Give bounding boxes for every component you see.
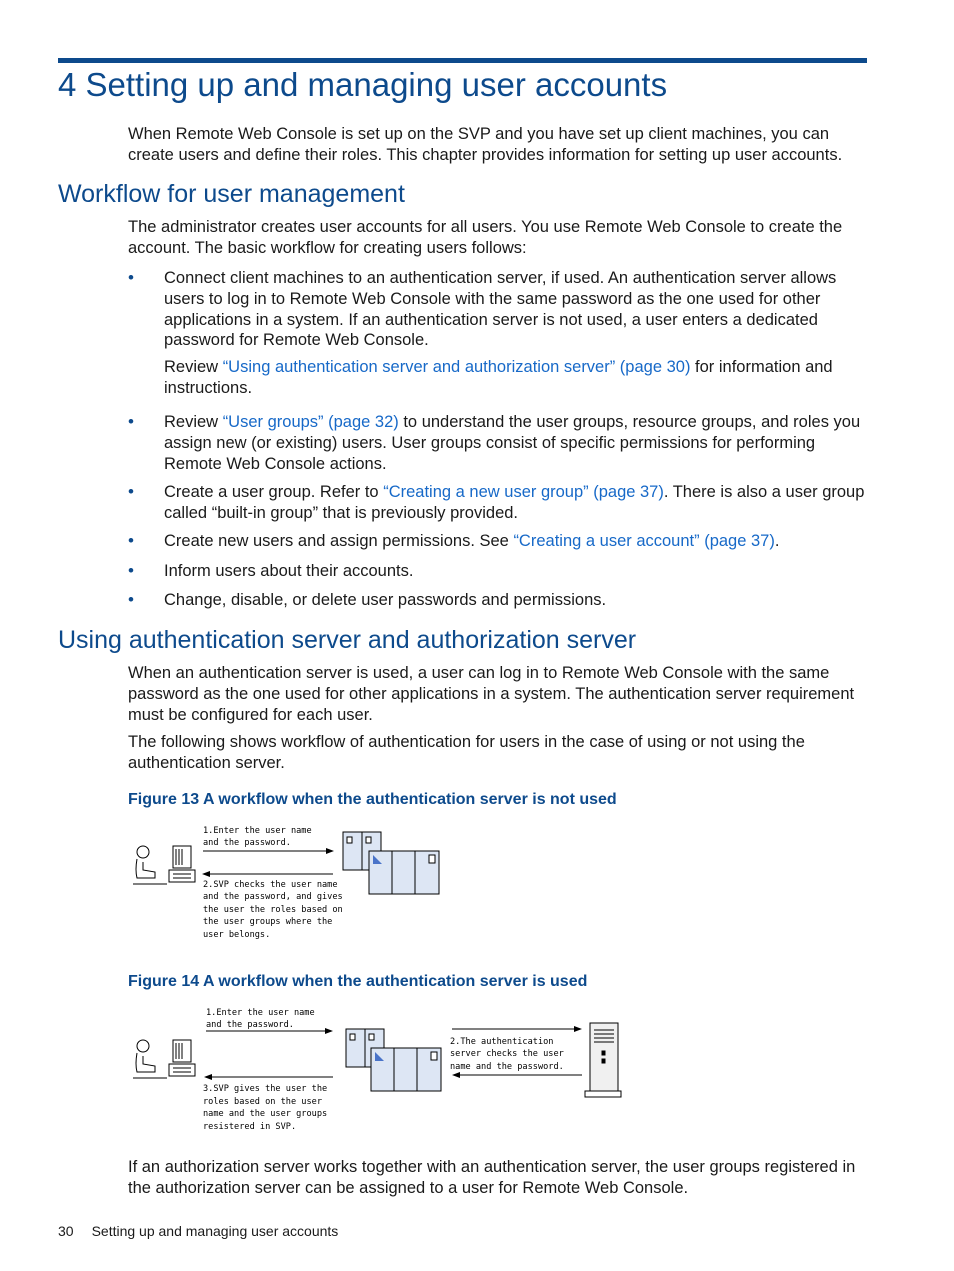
arrowhead-left-icon — [452, 1072, 460, 1078]
list-item — [128, 482, 873, 524]
page-footer — [58, 1223, 338, 1239]
page-number: 30 — [58, 1223, 74, 1239]
figure-14-diagram — [128, 1003, 628, 1135]
bullet-icon: • — [128, 531, 134, 550]
step3-line4: resistered in SVP. — [203, 1122, 297, 1132]
link-create-user-group[interactable]: “Creating a new user group” (page 37) — [383, 483, 664, 501]
auth-heading: Using authentication server and authorization server — [58, 626, 637, 654]
step2-line2: and the password, and gives — [203, 892, 343, 902]
step2-line1: 2.SVP checks the user name — [203, 880, 338, 890]
list-item — [128, 412, 873, 474]
step1-line2: and the password. — [206, 1020, 294, 1030]
step3-line1: 3.SVP gives the user the — [203, 1084, 328, 1094]
list-item — [128, 268, 873, 351]
workflow-heading: Workflow for user management — [58, 180, 405, 208]
workflow-intro: The administrator creates user accounts for all users. You use Remote Web Console to create the account. The basic workflow for creating users follows: — [128, 218, 843, 257]
link-create-user-account[interactable]: “Creating a user account” (page 37) — [513, 532, 775, 550]
authentication-server-icon — [585, 1023, 621, 1097]
running-title: Setting up and managing user accounts — [91, 1223, 339, 1239]
link-user-groups[interactable]: “User groups” (page 32) — [222, 413, 399, 431]
step2-line3: name and the password. — [450, 1062, 564, 1072]
auth-para-3: If an authorization server works together with an authentication server, the user groups registered in the authorization server can be assigned to a user for Remote Web Console. — [128, 1158, 856, 1197]
chapter-intro: When Remote Web Console is set up on the SVP and you have set up client machines, you can create users and define their roles. This chapter provides information for setting up user accounts. — [128, 125, 843, 164]
bullet-icon: • — [128, 412, 134, 431]
step3-line2: roles based on the user — [203, 1097, 322, 1107]
bullet-text: Create new users and assign permissions. See “Creating a user account” (page 37). — [164, 532, 780, 550]
step2-line3: the user the roles based on — [203, 905, 343, 915]
step2-line2: server checks the user — [450, 1049, 564, 1059]
arrowhead-right-icon — [574, 1026, 582, 1032]
figure-14-caption: Figure 14 A workflow when the authentication server is used — [128, 973, 588, 990]
list-item — [128, 561, 873, 582]
user-at-computer-icon — [133, 846, 195, 884]
figure-13-diagram — [128, 818, 458, 943]
bullet-text: Inform users about their accounts. — [164, 562, 414, 580]
auth-para-1: When an authentication server is used, a user can log in to Remote Web Console with the same password as the one used for other applications in a system. The authentication server requirement must be configured for each user. — [128, 664, 855, 724]
bullet-text: Change, disable, or delete user passwords and permissions. — [164, 591, 607, 609]
arrowhead-right-icon — [325, 1028, 333, 1034]
bullet-text: Connect client machines to an authentication server, if used. An authentication server allows users to log in to Remote Web Console with the same password as the one used for other applications in a system. If an authentication server is not used, a user enters a dedicated password for Remote Web Console. — [164, 269, 837, 350]
step2-line5: user belongs. — [203, 930, 271, 940]
bullet-icon: • — [128, 590, 134, 609]
step2-line1: 2.The authentication — [450, 1037, 554, 1047]
list-item — [128, 590, 873, 611]
step3-line3: name and the user groups — [203, 1109, 328, 1119]
chapter-rule — [58, 58, 867, 63]
storage-system-icon — [343, 832, 439, 894]
arrowhead-left-icon — [204, 1074, 212, 1080]
storage-system-icon — [346, 1029, 441, 1091]
bullet-text: Review “User groups” (page 32) to understand the user groups, resource groups, and roles you assign new (or existing) users. User groups consist of specific permissions for performing Remote Web Console actions. — [164, 413, 861, 473]
step1-line1: 1.Enter the user name — [206, 1008, 315, 1018]
bullet-icon: • — [128, 268, 134, 287]
chapter-title: 4 Setting up and managing user accounts — [58, 66, 668, 103]
arrowhead-left-icon — [202, 871, 210, 877]
link-auth-server[interactable]: “Using authentication server and authorization server” (page 30) — [222, 358, 691, 376]
bullet-icon: • — [128, 561, 134, 580]
auth-para-2: The following shows workflow of authentication for users in the case of using or not using the authentication server. — [128, 733, 805, 772]
figure-13-caption: Figure 13 A workflow when the authentication server is not used — [128, 791, 617, 808]
arrowhead-right-icon — [326, 848, 334, 854]
step1-line2: and the password. — [203, 838, 291, 848]
bullet-icon: • — [128, 482, 134, 501]
bullet-text: Create a user group. Refer to “Creating a new user group” (page 37). There is also a user group called “built-in group” that is previously provided. — [164, 483, 865, 522]
list-item-review: Review “Using authentication server and authorization server” (page 30) for information and instructions. — [164, 358, 833, 397]
user-at-computer-icon — [133, 1040, 195, 1078]
step2-line4: the user groups where the — [203, 917, 333, 927]
step1-line1: 1.Enter the user name — [203, 826, 312, 836]
list-item — [128, 531, 873, 552]
